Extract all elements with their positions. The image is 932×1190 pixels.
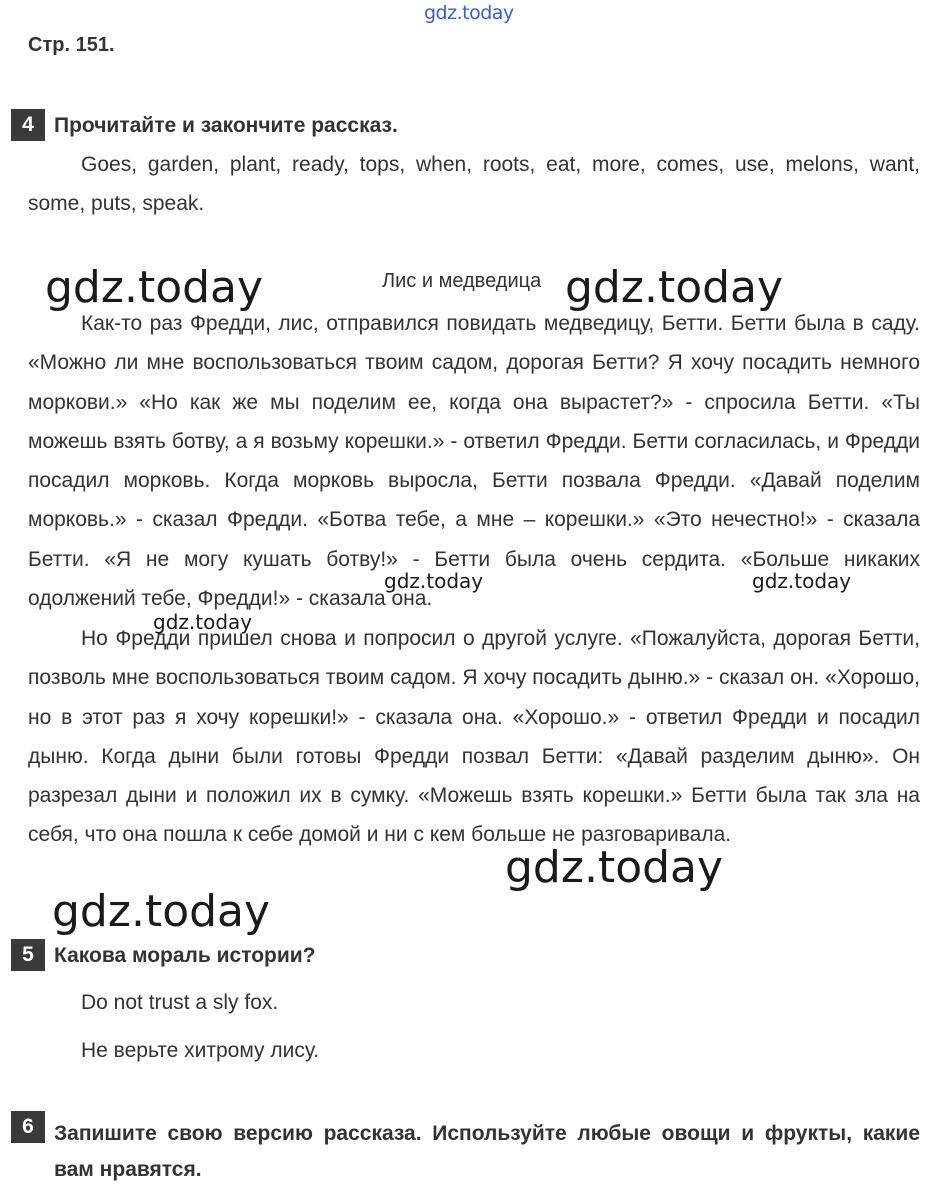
story-paragraph-1: Как-то раз Фредди, лис, отправился повидать медведицу, Бетти. Бетти была в саду. «Можно ли мне воспользоваться твоим садом, дорогая Бетти? Я хочу посадить немного моркови.» «Но как же мы поделим ее, когда она вырастет?» - спросила Бетти. «Ты можешь взять ботву, а я возьму корешки.» - ответил Фредди. Бетти согласилась, и Фредди посадил морковь. Когда морковь выросла, Бетти позвала Фредди. «Давай поделим морковь.» - сказал Фредди. «Ботва тебе, а мне – корешки.» «Это нечестно!» - сказала Бетти. «Я не могу кушать ботву!» - Бетти была очень сердита. «Больше никаких одолжений тебе, Фредди!» - сказала она. [28, 312, 920, 611]
task-5-answer-en: Do not trust a sly fox. [81, 991, 279, 1014]
watermark-big: gdz.today [45, 262, 264, 313]
task-4-title: Прочитайте и закончите рассказ. [54, 114, 398, 137]
watermark-small: gdz.today [752, 569, 852, 593]
task-6-number: 6 [11, 1111, 45, 1143]
task-4-word-list: Goes, garden, plant, ready, tops, when, roots, eat, more, comes, use, melons, want, some, puts, speak. [28, 153, 920, 216]
watermark-small: gdz.today [153, 610, 253, 634]
story-title: Лис и медведица [382, 270, 542, 292]
task-5-answer-ru: Не верьте хитрому лису. [81, 1039, 320, 1062]
watermark-top: gdz.today [424, 2, 514, 24]
watermark-big: gdz.today [505, 842, 724, 893]
task-5-number: 5 [11, 939, 45, 971]
task-6-title: Запишите свою версию рассказа. Используйте любые овощи и фрукты, какие вам нравятся. [54, 1122, 920, 1181]
task-4-number: 4 [11, 109, 45, 141]
watermark-big: gdz.today [52, 886, 271, 937]
task-5-title: Какова мораль истории? [54, 944, 316, 967]
watermark-small: gdz.today [384, 569, 484, 593]
story-paragraph-2: Но Фредди пришел снова и попросил о другой услуге. «Пожалуйста, дорогая Бетти, позволь мне воспользоваться твоим садом. Я хочу посадить дыню.» - сказал он. «Хорошо, но в этот раз я хочу корешки!» - сказала она. «Хорошо.» - ответил Фредди и посадил дыню. Когда дыни были готовы Фредди позвал Бетти: «Давай разделим дыню». Он разрезал дыни и положил их в сумку. «Можешь взять корешки.» Бетти была так зла на себя, что она пошла к себе домой и ни с кем больше не разговаривала. [28, 627, 920, 847]
page-label: Стр. 151. [28, 34, 115, 56]
watermark-big: gdz.today [565, 262, 784, 313]
